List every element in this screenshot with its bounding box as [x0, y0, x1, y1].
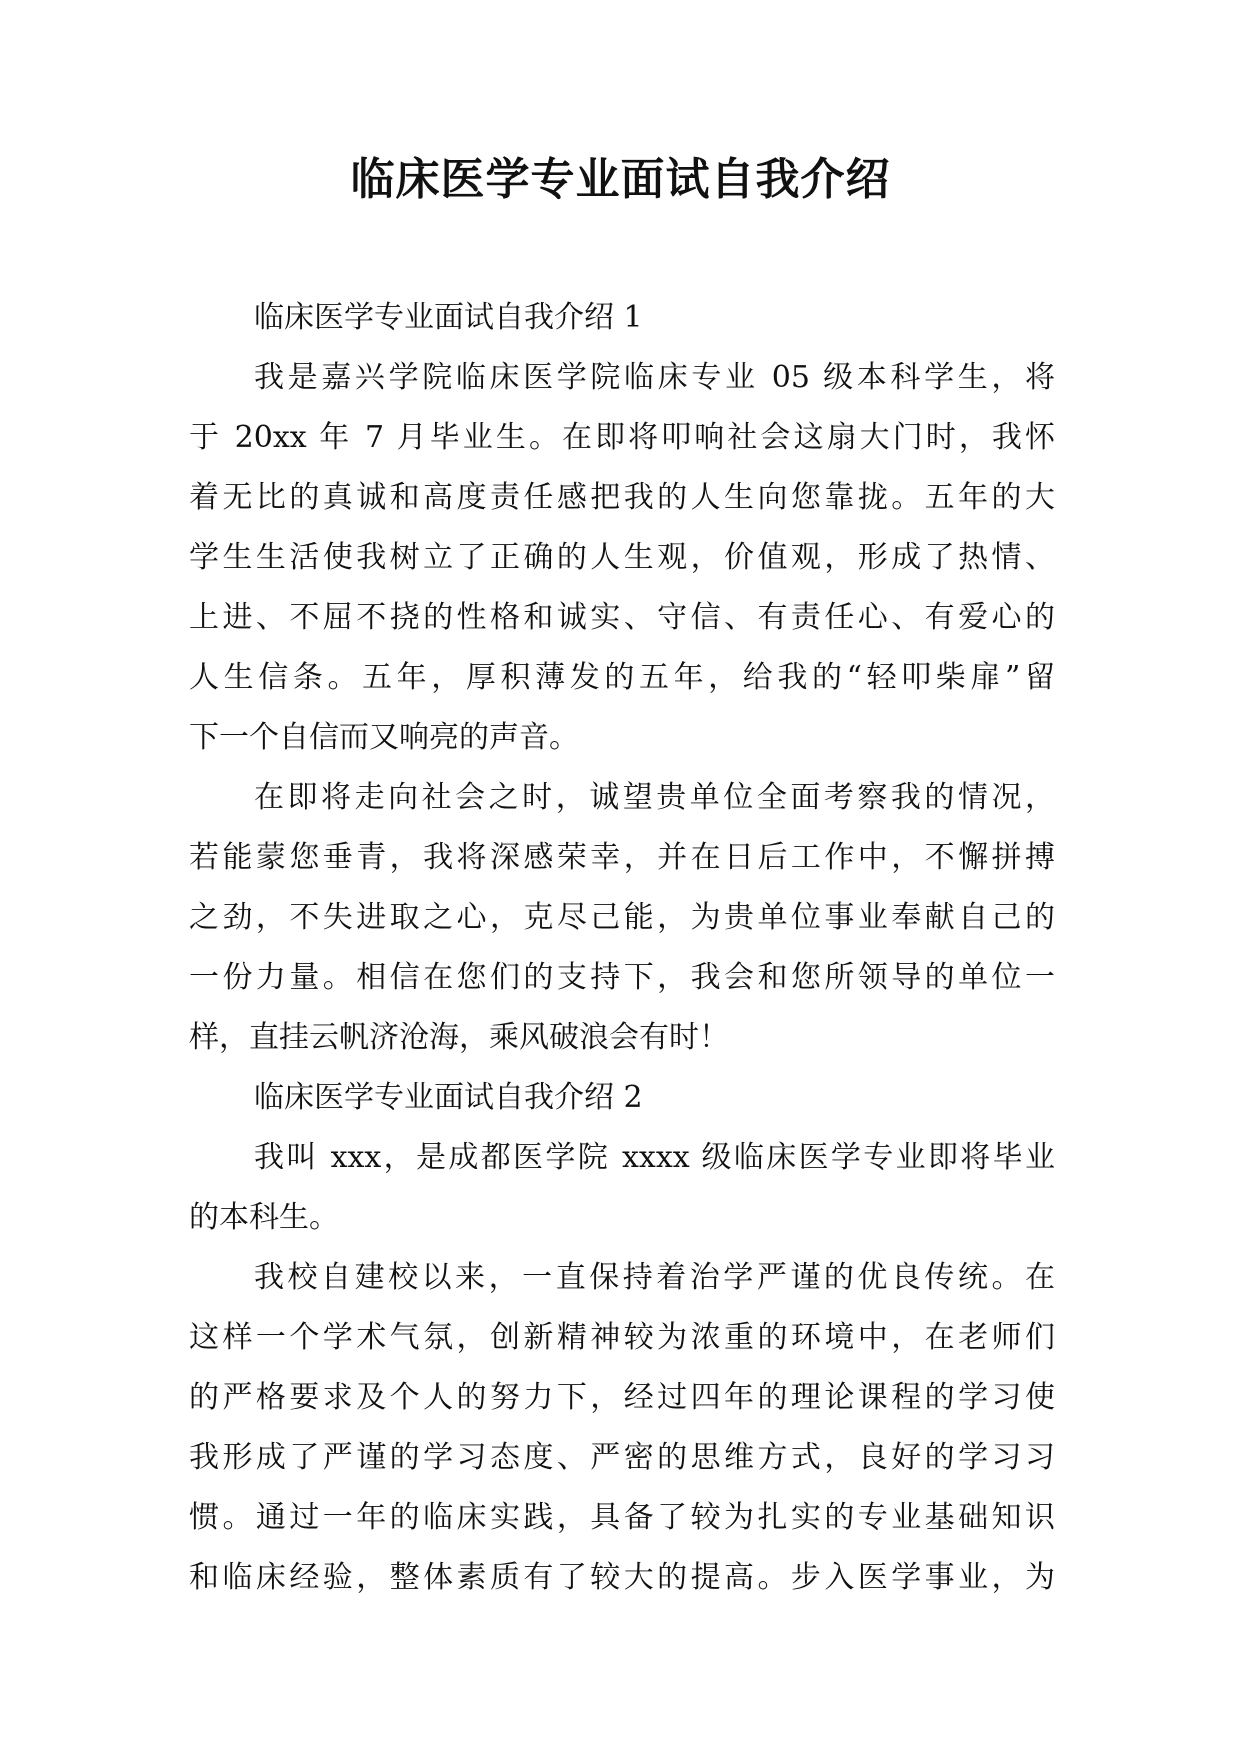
section-heading-1: 临床医学专业面试自我介绍 1: [254, 300, 643, 335]
text-line: 上进、不屈不挠的性格和诚实、守信、有责任心、有爱心的: [189, 600, 1055, 635]
document-body: [189, 288, 1055, 1608]
text-line: 这样一个学术气氛，创新精神较为浓重的环境中，在老师们: [189, 1320, 1055, 1355]
document-title: 临床医学专业面试自我介绍: [350, 154, 891, 205]
text-line: 一份力量。相信在您们的支持下，我会和您所领导的单位一: [189, 960, 1055, 995]
text-line: 的本科生。: [189, 1200, 339, 1235]
text-line: 的严格要求及个人的努力下，经过四年的理论课程的学习使: [189, 1380, 1055, 1415]
text-line: 我叫 xxx，是成都医学院 xxxx 级临床医学专业即将毕业: [254, 1140, 1055, 1175]
text-line: 我是嘉兴学院临床医学院临床专业 05 级本科学生，将: [254, 360, 1055, 395]
text-line: 我形成了严谨的学习态度、严密的思维方式，良好的学习习: [189, 1440, 1055, 1475]
text-line: 人生信条。五年，厚积薄发的五年，给我的“轻叩柴扉”留: [189, 660, 1055, 695]
text-line: 在即将走向社会之时，诚望贵单位全面考察我的情况，: [254, 780, 1055, 815]
text-line: 我校自建校以来，一直保持着治学严谨的优良传统。在: [254, 1260, 1055, 1295]
text-line: 和临床经验，整体素质有了较大的提高。步入医学事业，为: [189, 1560, 1055, 1595]
text-line: 于 20xx 年 7 月毕业生。在即将叩响社会这扇大门时，我怀: [189, 420, 1055, 455]
section-heading-2: 临床医学专业面试自我介绍 2: [254, 1080, 643, 1115]
text-line: 下一个自信而又响亮的声音。: [189, 720, 579, 755]
text-line: 之劲，不失进取之心，克尽己能，为贵单位事业奉献自己的: [189, 900, 1055, 935]
text-line: 学生生活使我树立了正确的人生观，价值观，形成了热情、: [189, 540, 1055, 575]
text-line: 样，直挂云帆济沧海，乘风破浪会有时！: [189, 1020, 729, 1055]
text-line: 着无比的真诚和高度责任感把我的人生向您靠拢。五年的大: [189, 480, 1055, 515]
text-line: 若能蒙您垂青，我将深感荣幸，并在日后工作中，不懈拼搏: [189, 840, 1055, 875]
text-line: 惯。通过一年的临床实践，具备了较为扎实的专业基础知识: [189, 1500, 1055, 1535]
